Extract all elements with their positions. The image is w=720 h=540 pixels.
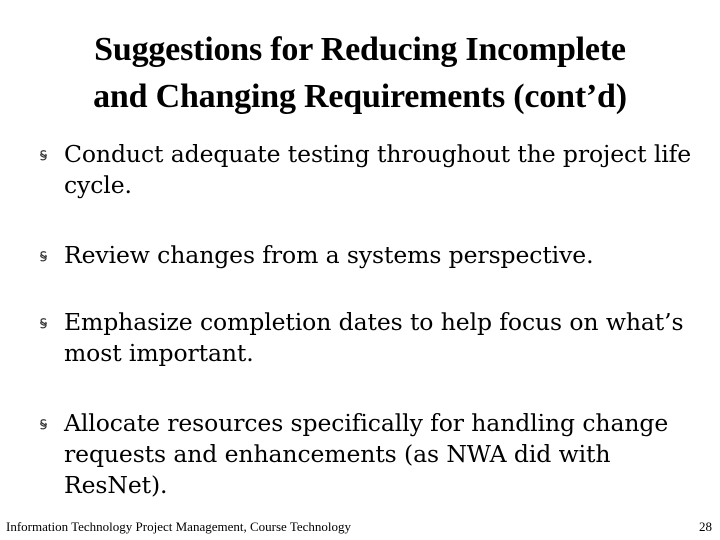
section-sign-bullet-icon (39, 419, 48, 430)
section-sign-bullet-icon (39, 251, 48, 262)
section-sign-bullet-icon (39, 150, 48, 161)
bullet-text: Conduct adequate testing throughout the project life cycle. (64, 140, 692, 199)
bullet-text: Emphasize completion dates to help focus on what’s most important. (64, 308, 684, 367)
bullet-item (64, 139, 694, 201)
title-line-2: and Changing Requirements (cont’d) (93, 78, 627, 115)
bullet-text: Allocate resources specifically for handling change requests and enhancements (as NWA did with ResNet). (64, 409, 669, 499)
bullet-item (64, 240, 694, 271)
bullet-text: Review changes from a systems perspective. (64, 241, 594, 269)
section-sign-bullet-icon (39, 318, 48, 329)
bullet-item (64, 307, 694, 369)
slide-title (20, 26, 700, 120)
bullet-item (64, 408, 694, 501)
footer-text: Information Technology Project Management, Course Technology (6, 519, 352, 534)
page-number: 28 (699, 519, 712, 534)
title-line-1: Suggestions for Reducing Incomplete (94, 31, 626, 68)
